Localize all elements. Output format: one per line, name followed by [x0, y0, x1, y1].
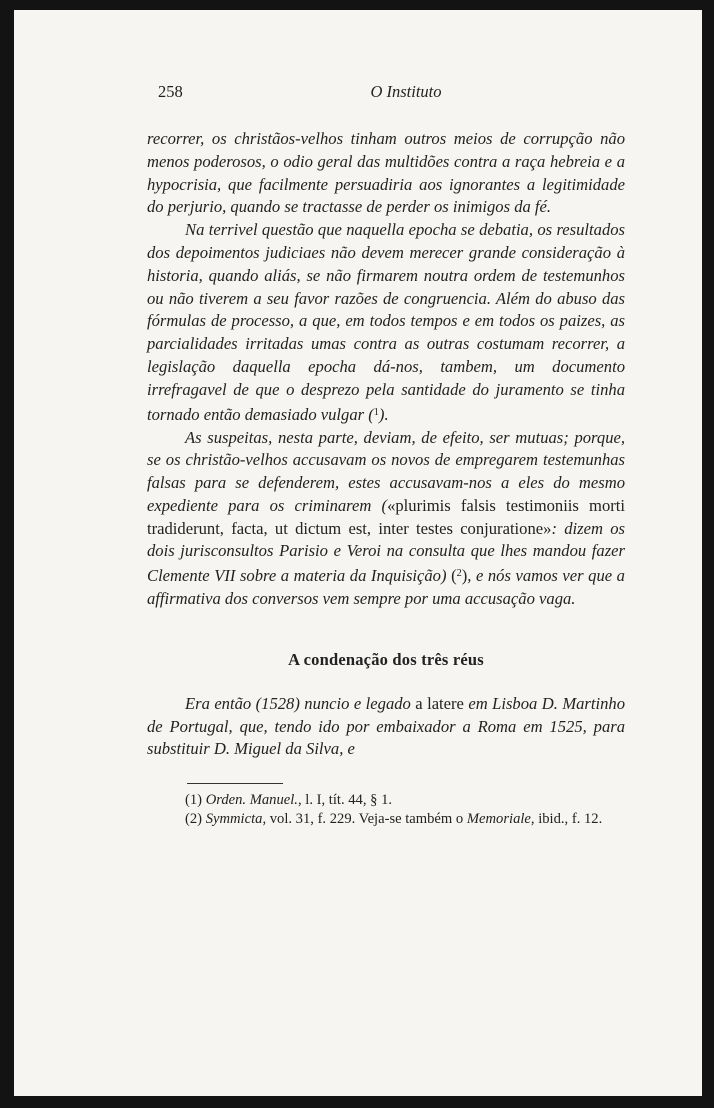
paragraph-4: [147, 693, 625, 761]
book-page: [14, 10, 702, 1096]
footnote-2-rest: , vol. 31, f. 229. Veja-se também o: [262, 811, 467, 827]
footnote-1: (1) Orden. Manuel., l. I, tít. 44, § 1.: [185, 792, 393, 809]
footnote-ref-2[interactable]: 2: [456, 568, 462, 580]
footnote-2-title: Symmicta: [205, 811, 263, 827]
paragraph-3-part2: : dizem os dois jurisconsultos Parisio e Veroi na consulta que lhes mandou fazer Clemente VII sobre a materia da Inquisição): [147, 518, 626, 586]
body-text: [147, 128, 625, 761]
paragraph-3-part1: As suspeitas, nesta parte, deviam, de efeito, ser mutuas; porque, se os christão-velhos accusavam os novos de empregarem testemunhas falsas para se defenderem, estes accusavam-nos a eles do mesmo expediente para os criminarem (: [147, 427, 625, 515]
footnote-1-marker: 1: [189, 792, 198, 809]
footnote-1-rest: , l. I, tít. 44, § 1.: [297, 792, 393, 809]
paragraph-4-roman: a latere: [415, 693, 464, 713]
paragraph-4-part2: em Lisboa D. Martinho de Portugal, que, tendo ido por embaixador a Roma em 1525, para substituir D. Miguel da Silva, e: [147, 693, 626, 759]
paragraph-2: Na terrivel questão que naquella epocha se debatia, os resultados dos depoimentos judiciaes não devem merecer grande consideração à historia, quando aliás, se não firmarem noutra ordem de testemunhos ou não tiverem a seu favor razões de congruencia. Além do abuso das fórmulas de processo, a que, em todos tempos e em todos os paizes, as parcialidades irritadas umas contra as outras costumam recorrer, a legislação daquella epocha dá-nos, tambem, um documento irrefragavel de que o desprezo pela santidade do juramento se tinha tornado então demasiado vulgar ($^1$).: [147, 220, 625, 424]
footnote-divider: [187, 783, 283, 784]
paragraph-4-part1: Era então (1528) nuncio e legado: [185, 693, 416, 713]
page-number: 258: [158, 82, 183, 101]
page-header: [147, 82, 625, 106]
footnote-1-title: Orden. Manuel.: [205, 792, 298, 809]
paragraph-1: recorrer, os christãos-velhos tinham outros meios de corrupção não menos poderosos, o odio geral das multidões contra a raça hebreia e a hypocrisia, que facilmente persuadiria aos ignorantes a legitimidade do perjurio, quando se tractasse de perder os inimigos da fé.: [147, 129, 625, 217]
paragraph-2-end: .: [384, 404, 389, 424]
paragraph-2-text: Na terrivel questão que naquella epocha se debatia, os resultados dos depoimentos judiciaes não devem merecer grande consideração à historia, quando aliás, se não firmarem noutra ordem de testemunhos ou não tiverem a seu favor razões de congruencia. Além do abuso das fórmulas de processo, a que, em todos tempos e em todos os paizes, as parcialidades irritadas umas contra as outras costumam recorrer, a legislação daquella epocha dá-nos, tambem, um documento irrefragavel de que o desprezo pela santidade do juramento se tinha tornado então demasiado vulgar: [147, 220, 625, 424]
footnote-ref-1[interactable]: 1: [373, 406, 379, 418]
footnotes: [147, 791, 625, 829]
section-heading: A condenação dos três réus: [288, 650, 484, 670]
running-title: O Instituto: [370, 82, 442, 101]
footnote-2-marker: 2: [189, 811, 198, 827]
latin-quotation: «plurimis falsis testimoniis morti tradiderunt, facta, ut dictum est, inter testes conjuratione»: [147, 495, 625, 538]
page-content: [147, 82, 625, 829]
footnote-2-rest2: , ibid., f. 12.: [530, 811, 603, 827]
paragraph-3-part3: , e nós vamos ver que a affirmativa dos conversos vem sempre por uma accusação vaga.: [147, 566, 625, 609]
paragraph-3: As suspeitas, nesta parte, deviam, de efeito, ser mutuas; porque, se os christão-velhos accusavam os novos de empregarem testemunhas falsas para se defenderem, estes accusavam-nos a eles do mesmo expediente para os criminarem («plurimis falsis testimoniis morti tradiderunt, facta, ut dictum est, inter testes conjuratione»: dizem os dois jurisconsultos Parisio e Veroi na consulta que lhes mandou fazer Clemente VII sobre a materia da Inquisição) ($^2$), e nós vamos ver que a affirmativa dos conversos vem sempre por uma accusação vaga.: [147, 427, 626, 609]
footnote-2-title2: Memoriale: [466, 811, 531, 827]
footnote-2: (2) Symmicta, vol. 31, f. 229. Veja-se também o Memoriale, ibid., f. 12.: [185, 811, 603, 827]
